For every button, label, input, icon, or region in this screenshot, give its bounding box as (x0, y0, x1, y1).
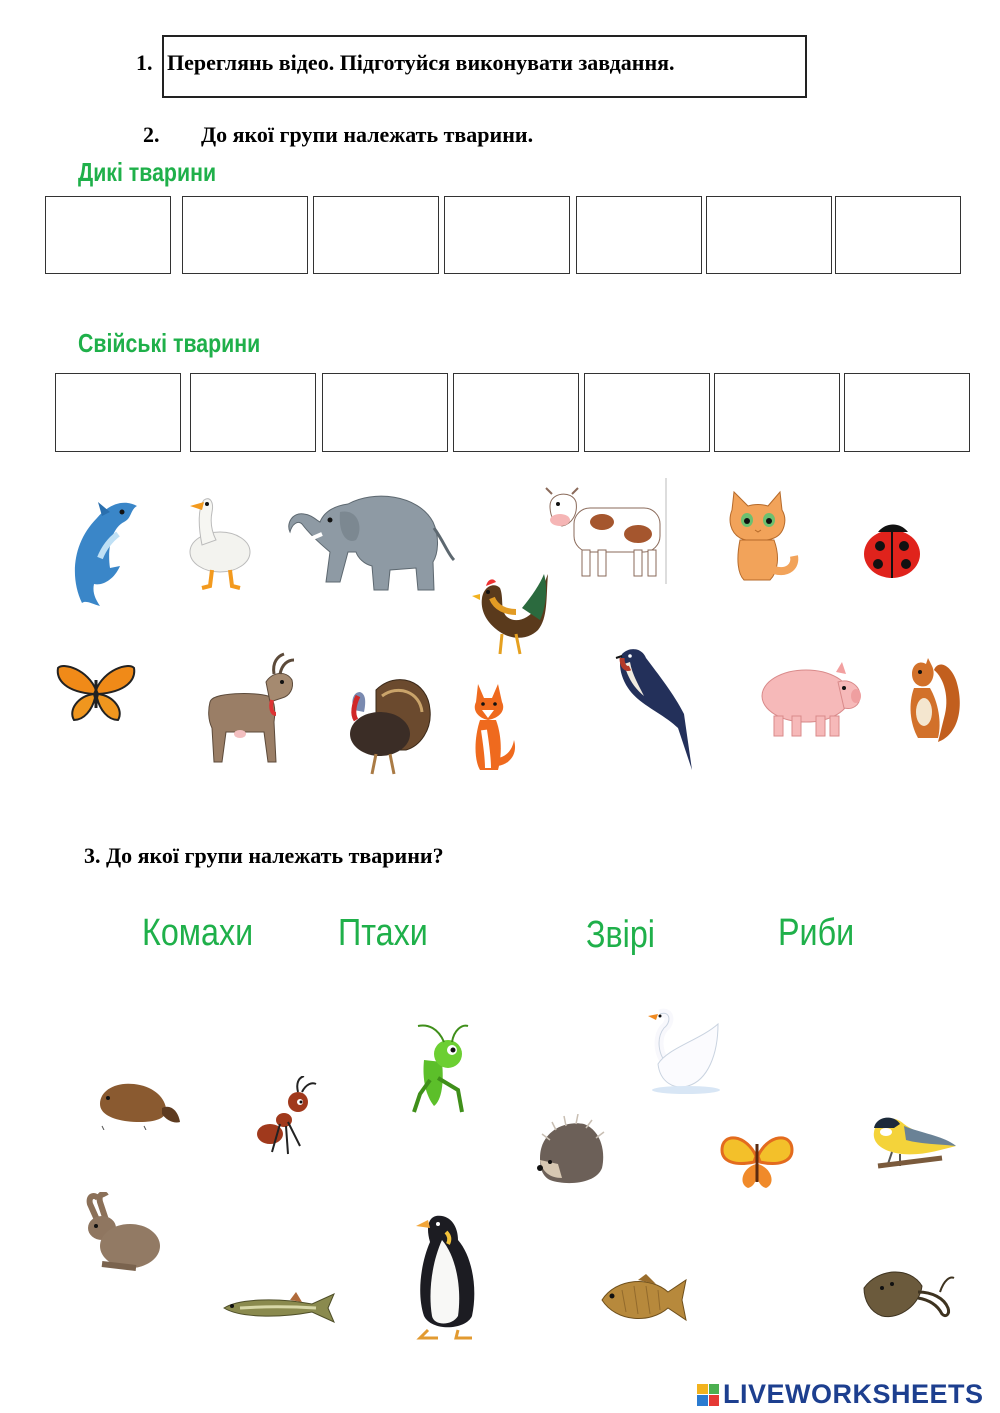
kitten-icon[interactable] (714, 490, 800, 584)
task-3-instruction: 3. До якої групи належать тварини? (84, 843, 444, 868)
butterfly-icon[interactable] (54, 660, 138, 724)
squirrel-icon[interactable] (898, 654, 964, 744)
domestic-drop-box[interactable] (584, 373, 710, 452)
grasshopper-icon[interactable] (408, 1020, 470, 1114)
pig-icon[interactable] (756, 656, 864, 742)
goose-icon[interactable] (180, 490, 256, 590)
task-2-instruction: До якої групи належать тварини. (201, 122, 534, 147)
group-birds-label[interactable]: Птахи (338, 912, 428, 954)
elephant-icon[interactable] (278, 482, 456, 594)
penguin-icon[interactable] (402, 1212, 492, 1340)
group-mammals-label[interactable]: Звірі (586, 914, 655, 956)
logo-text: LIVEWORKSHEETS (723, 1379, 984, 1409)
pike-fish-icon[interactable] (220, 1290, 338, 1326)
domestic-drop-box[interactable] (714, 373, 840, 452)
logo-mark-icon (697, 1384, 719, 1406)
domestic-drop-box[interactable] (190, 373, 316, 452)
task-1-instruction: Переглянь відео. Підготуйся виконувати завдання. (167, 50, 675, 75)
swan-icon[interactable] (634, 1004, 722, 1096)
stingray-icon[interactable] (860, 1262, 956, 1324)
hedgehog-icon[interactable] (536, 1114, 606, 1190)
group-insects-label[interactable]: Комахи (142, 912, 254, 954)
crucian-fish-icon[interactable] (598, 1272, 690, 1328)
category-wild-label: Дикі тварини (78, 157, 217, 187)
swallow-icon[interactable] (608, 644, 694, 772)
wild-drop-box[interactable] (444, 196, 570, 274)
category-domestic-label: Свійські тварини (78, 328, 261, 358)
domestic-drop-box[interactable] (55, 373, 181, 452)
domestic-drop-box[interactable] (844, 373, 970, 452)
tit-bird-icon[interactable] (864, 1110, 958, 1176)
wild-drop-box[interactable] (706, 196, 832, 274)
task-2-number: 2. (143, 122, 160, 147)
dolphin-icon[interactable] (52, 488, 144, 610)
fox-icon[interactable] (454, 680, 520, 774)
group-fish-label[interactable]: Риби (778, 912, 855, 954)
rooster-icon[interactable] (462, 568, 550, 658)
goat-icon[interactable] (196, 652, 300, 772)
liveworksheets-logo (697, 1379, 984, 1410)
wild-drop-box[interactable] (45, 196, 171, 274)
ladybug-icon[interactable] (856, 518, 928, 582)
wild-drop-box[interactable] (313, 196, 439, 274)
domestic-drop-box[interactable] (322, 373, 448, 452)
domestic-drop-box[interactable] (453, 373, 579, 452)
rabbit-icon[interactable] (76, 1192, 162, 1272)
beaver-icon[interactable] (94, 1074, 182, 1130)
wild-drop-box[interactable] (835, 196, 961, 274)
turkey-icon[interactable] (336, 670, 432, 780)
task-1-number: 1. (136, 50, 153, 75)
wild-drop-box[interactable] (182, 196, 308, 274)
cow-icon[interactable] (542, 478, 668, 584)
wild-drop-box[interactable] (576, 196, 702, 274)
ant-icon[interactable] (254, 1076, 318, 1158)
butterfly-icon[interactable] (716, 1126, 798, 1194)
